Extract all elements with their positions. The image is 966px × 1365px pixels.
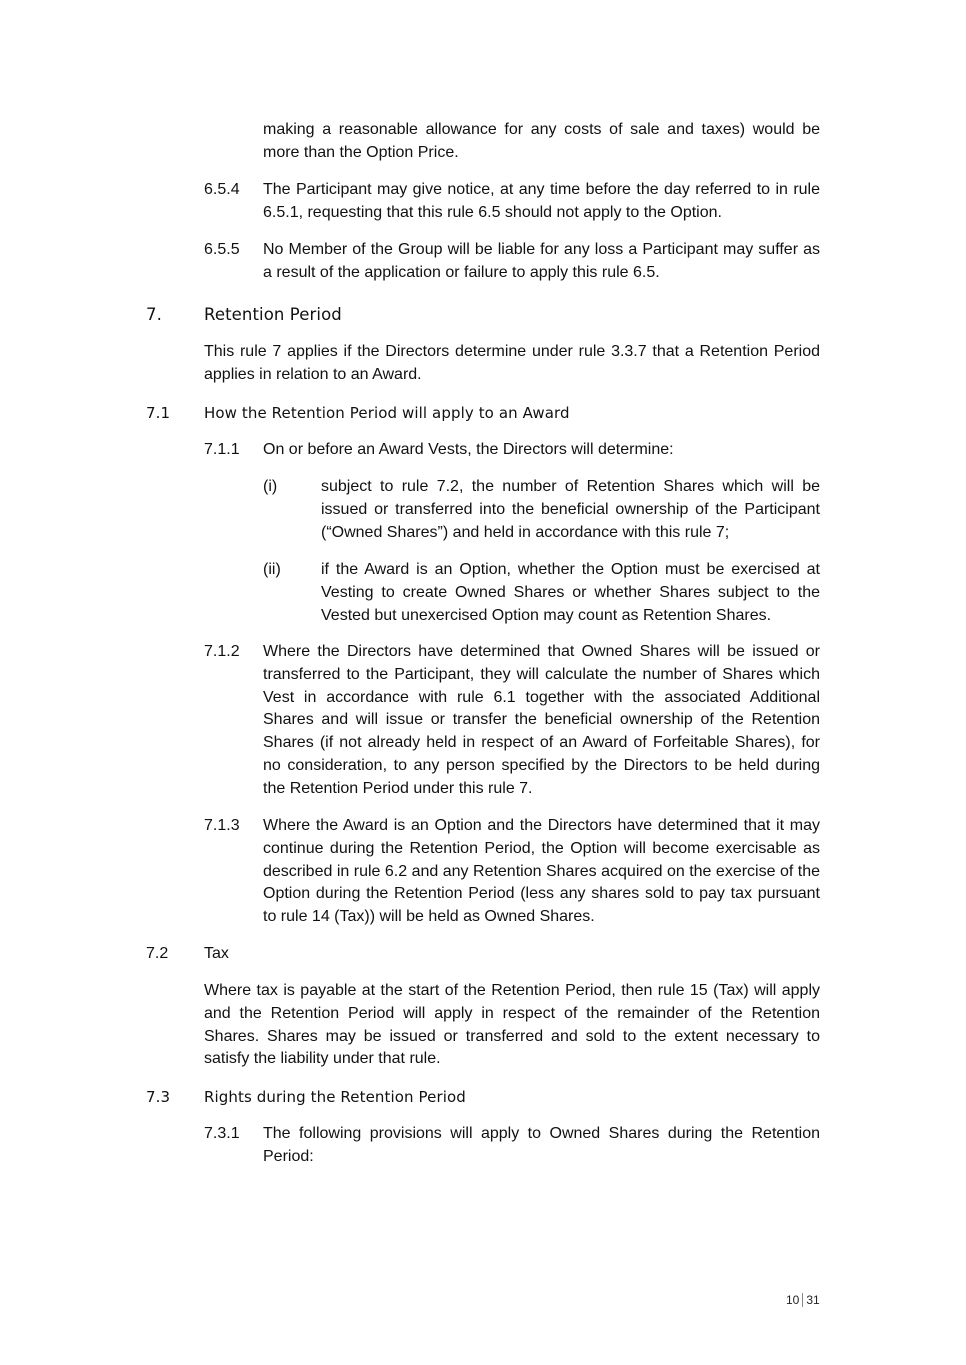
subsection-title-7-3: Rights during the Retention Period (204, 1088, 466, 1106)
rule-text-6-5-5: No Member of the Group will be liable for any loss a Participant may suffer as a result of the application or failure to apply this rule 6.5. (263, 241, 820, 281)
rule-number-6-5-4: 6.5.4 (204, 181, 240, 198)
rule-number-7-1-2: 7.1.2 (204, 643, 240, 660)
subsection-title-7-2: Tax (204, 945, 229, 962)
subsection-text-7-2: Where tax is payable at the start of the Retention Period, then rule 15 (Tax) will apply and the Retention Period will apply in respect of the remainder of the Retention Shares. Shares may be issued or transferred and sold to the extent necessary to satisfy the liability under that rule. (204, 982, 820, 1068)
sub-item-number-ii: (ii) (263, 561, 281, 578)
rule-number-6-5-5: 6.5.5 (204, 241, 240, 258)
paragraph-continuation: making a reasonable allowance for any costs of sale and taxes) would be more than the Option Price. (263, 121, 820, 161)
current-page-number: 10 (786, 1293, 800, 1307)
section-7-intro: This rule 7 applies if the Directors determine under rule 3.3.7 that a Retention Period applies in relation to an Award. (204, 343, 820, 383)
subsection-number-7-3: 7.3 (146, 1088, 171, 1106)
sub-item-text-i: subject to rule 7.2, the number of Retention Shares which will be issued or transferred into the beneficial ownership of the Participant (“Owned Shares”) and held in accordance with this rule 7; (321, 478, 820, 541)
rule-text-7-1-2: Where the Directors have determined that Owned Shares will be issued or transferred to the Participant, they will calculate the number of Shares which Vest in accordance with rule 6.1 together with the associated Additional Shares and will issue or transfer the beneficial ownership of the Retention Shares (if not already held in respect of an Award of Forfeitable Shares), for no consideration, to any person specified by the Directors to be held during the Retention Period under this rule 7. (263, 643, 820, 797)
rule-text-7-3-1: The following provisions will apply to Owned Shares during the Retention Period: (263, 1125, 820, 1165)
subsection-number-7-2: 7.2 (146, 945, 169, 962)
rule-text-6-5-4: The Participant may give notice, at any time before the day referred to in rule 6.5.1, requesting that this rule 6.5 should not apply to the Option. (263, 181, 820, 221)
section-number-7: 7. (146, 305, 162, 324)
sub-item-number-i: (i) (263, 478, 278, 495)
sub-item-text-ii: if the Award is an Option, whether the Option must be exercised at Vesting to create Owned Shares or whether Shares subject to the Vested but unexercised Option may count as Retention Shares. (321, 561, 820, 624)
rule-number-7-3-1: 7.3.1 (204, 1125, 240, 1142)
page-number (786, 1292, 820, 1308)
rule-text-7-1-1: On or before an Award Vests, the Directors will determine: (263, 441, 674, 458)
subsection-title-7-1: How the Retention Period will apply to an Award (204, 404, 570, 422)
rule-text-7-1-3: Where the Award is an Option and the Directors have determined that it may continue during the Retention Period, the Option will become exercisable as described in rule 6.2 and any Retention Shares acquired on the exercise of the Option during the Retention Period (less any shares sold to pay tax pursuant to rule 14 (Tax)) will be held as Owned Shares. (263, 817, 820, 926)
section-title-7: Retention Period (204, 305, 342, 324)
total-page-count: 31 (806, 1293, 820, 1307)
rule-number-7-1-1: 7.1.1 (204, 441, 240, 458)
rule-number-7-1-3: 7.1.3 (204, 817, 240, 834)
page-number-divider (802, 1293, 803, 1307)
subsection-number-7-1: 7.1 (146, 404, 171, 422)
